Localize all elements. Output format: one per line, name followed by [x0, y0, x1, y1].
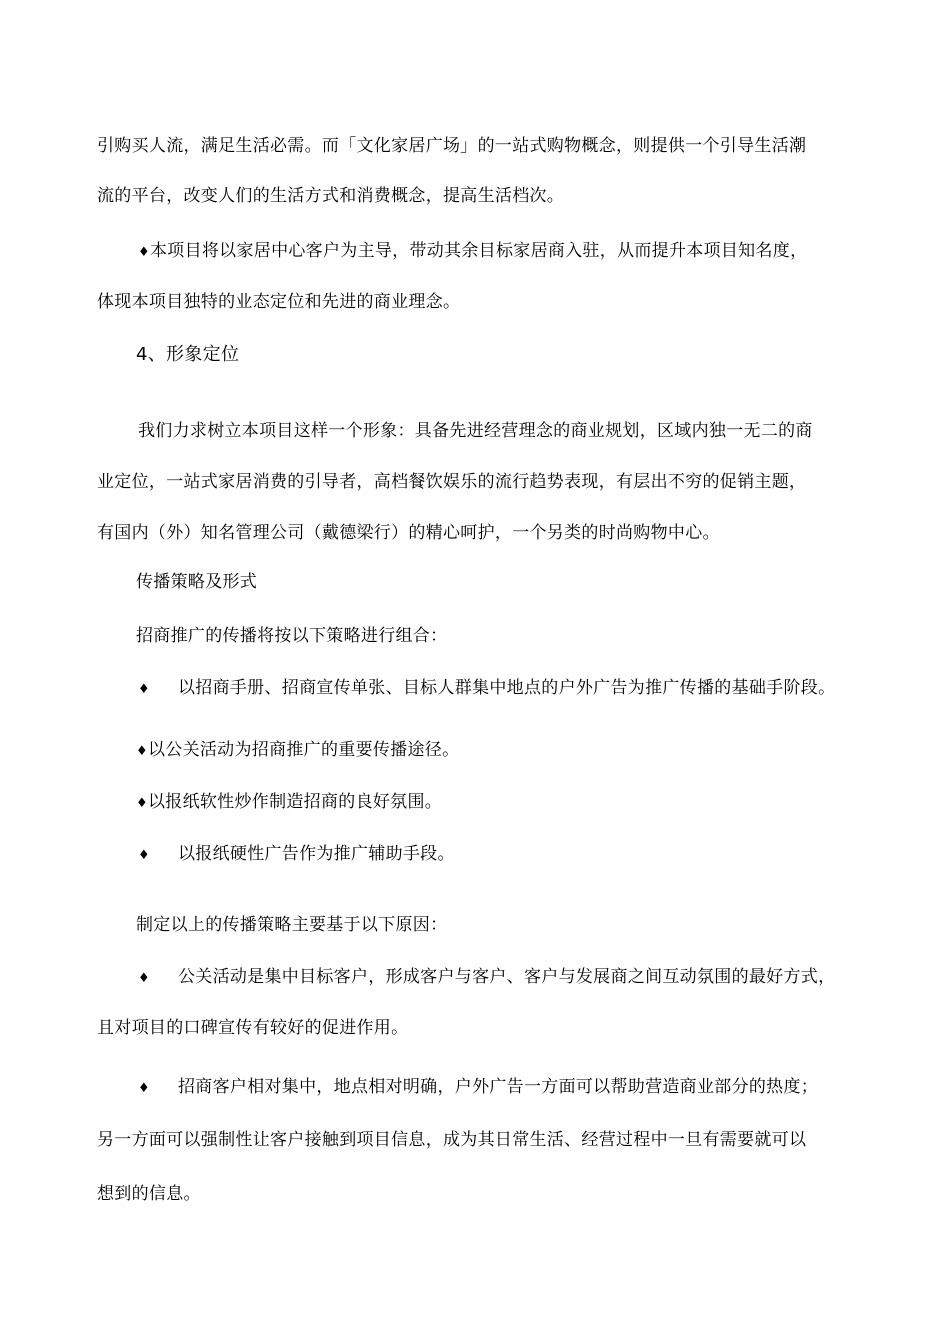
body-text-line: 另一方面可以强制性让客户接触到项目信息，成为其日常生活、经营过程中一旦有需要就可以: [97, 1130, 807, 1150]
bullet-paragraph: [136, 739, 459, 763]
body-text-line: 引购买人流，满足生活必需。而「文化家居广场」的一站式购物概念，则提供一个引导生活潮: [97, 136, 807, 156]
bullet-paragraph: [138, 843, 455, 867]
body-text-line: 本项目将以家居中心客户为主导，带动其余目标家居商入驻，从而提升本项目知名度，: [149, 241, 808, 261]
bullet-paragraph: [138, 1076, 818, 1100]
body-text-line: 以招商手册、招商宣传单张、目标人群集中地点的户外广告为推广传播的基础手阶段。: [177, 678, 836, 698]
diamond-bullet-icon: ♦: [138, 1081, 150, 1096]
body-text-line: 招商推广的传播将按以下策略进行组合：: [136, 626, 448, 646]
bullet-paragraph: [136, 791, 442, 815]
section-heading: 4、形象定位: [136, 344, 240, 365]
diamond-bullet-icon: ♦: [138, 848, 150, 863]
body-text-line: 公关活动是集中目标客户，形成客户与客户、客户与发展商之间互动氛围的最好方式，: [177, 967, 836, 987]
body-text-line: 以报纸软性炒作制造招商的良好氛围。: [147, 792, 443, 812]
diamond-bullet-icon: ♦: [136, 796, 148, 811]
subsection-heading: 传播策略及形式: [136, 572, 258, 592]
body-text-line: 流的平台，改变人们的生活方式和消费概念，提高生活档次。: [97, 186, 565, 206]
bullet-paragraph: [138, 966, 835, 990]
body-text-line: 制定以上的传播策略主要基于以下原因：: [136, 915, 448, 935]
body-text-line: 业定位，一站式家居消费的引导者，高档餐饮娱乐的流行趋势表现，有层出不穷的促销主题，: [97, 472, 807, 492]
body-text-line: 且对项目的口碑宣传有较好的促进作用。: [97, 1018, 409, 1038]
diamond-bullet-icon: ♦: [138, 245, 150, 260]
body-text-line: 想到的信息。: [97, 1184, 201, 1204]
body-text-line: 我们力求树立本项目这样一个形象：具备先进经营理念的商业规划，区域内独一无二的商: [138, 421, 813, 441]
body-text-line: 招商客户相对集中，地点相对明确，户外广告一方面可以帮助营造商业部分的热度；: [177, 1077, 819, 1097]
body-text-line: 体现本项目独特的业态定位和先进的商业理念。: [97, 292, 461, 312]
bullet-paragraph: [138, 677, 835, 701]
diamond-bullet-icon: ♦: [136, 744, 148, 759]
body-text-line: 以公关活动为招商推广的重要传播途径。: [147, 740, 460, 760]
body-text-line: 有国内（外）知名管理公司（戴德梁行）的精心呵护，一个另类的时尚购物中心。: [97, 523, 720, 543]
diamond-bullet-icon: ♦: [138, 971, 150, 986]
bullet-paragraph: [138, 240, 807, 264]
diamond-bullet-icon: ♦: [138, 682, 150, 697]
body-text-line: 以报纸硬性广告作为推广辅助手段。: [177, 844, 455, 864]
